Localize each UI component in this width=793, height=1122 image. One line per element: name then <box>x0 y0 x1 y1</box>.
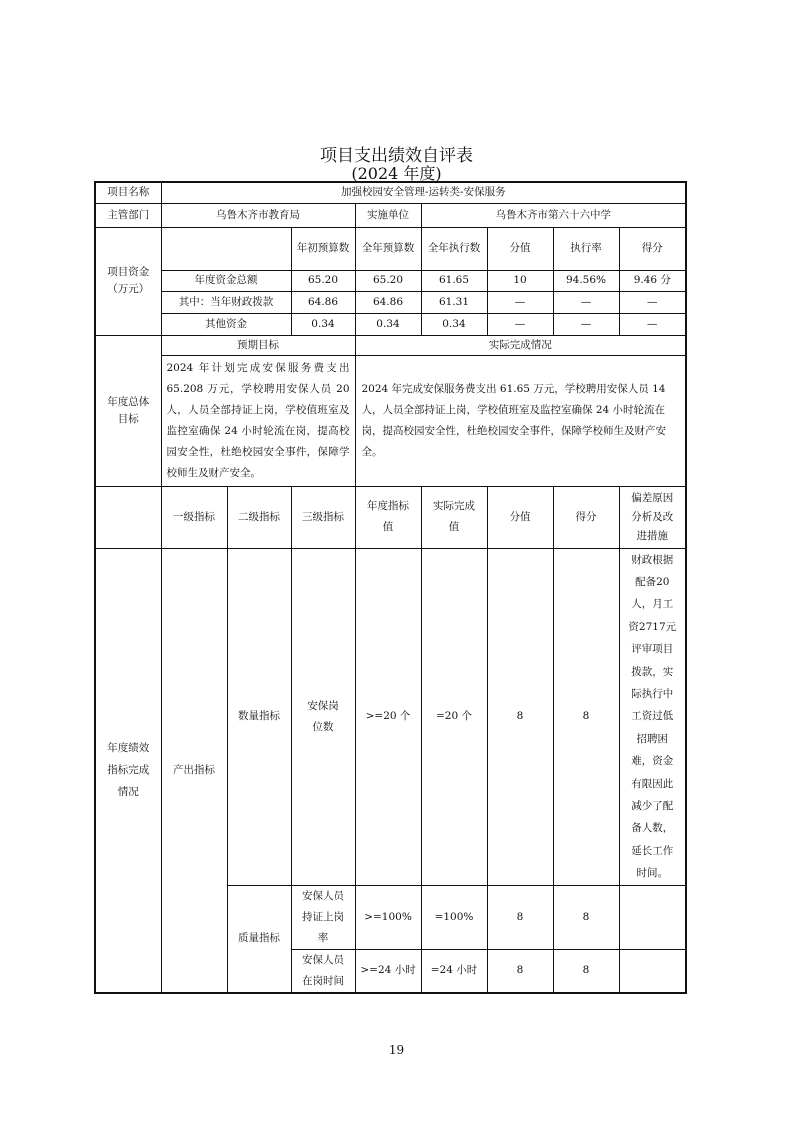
fund-name: 年度资金总额 <box>161 270 291 291</box>
header-full-exec: 全年执行数 <box>421 227 487 270</box>
label-project-name: 项目名称 <box>95 182 161 203</box>
quantity-value: 8 <box>487 548 553 885</box>
quality-score: 8 <box>553 949 619 993</box>
quantity-score: 8 <box>553 548 619 885</box>
fund-full-budget: 65.20 <box>355 270 421 291</box>
lvl3-quality: 安保人员持证上岗率 <box>291 885 355 949</box>
header-exec-rate: 执行率 <box>553 227 619 270</box>
funds-blank-header <box>161 227 291 270</box>
page-title: 项目支出绩效自评表 <box>320 146 473 166</box>
fund-value: — <box>487 291 553 313</box>
quantity-target: >=20 个 <box>355 548 421 885</box>
fund-full-budget: 0.34 <box>355 313 421 335</box>
fund-annual: 0.34 <box>291 313 355 335</box>
quantity-deviation: 财政根据配备20人，月工资2717元评审项目拨款，实际执行中工资过低招聘困难，资金有限因此减少了配备人数，延长工作时间。 <box>619 548 686 885</box>
fund-full-budget: 64.86 <box>355 291 421 313</box>
lvl3-quantity: 安保岗位数 <box>291 548 355 885</box>
label-perf-section: 年度绩效指标完成情况 <box>95 548 161 993</box>
quality-target: >=24 小时 <box>355 949 421 993</box>
indicator-header-blank <box>95 486 161 548</box>
header-lvl1: 一级指标 <box>161 486 227 548</box>
header-full-budget: 全年预算数 <box>355 227 421 270</box>
label-dept: 主管部门 <box>95 203 161 227</box>
label-actual-status: 实际完成情况 <box>355 335 686 355</box>
quality-deviation <box>619 949 686 993</box>
quality-target: >=100% <box>355 885 421 949</box>
expected-goal-text: 2024 年计划完成安保服务费支出 65.208 万元，学校聘用安保人员 20 人，人员全部持证上岗，学校值班室及监控室确保 24 小时轮流在岗，提高校园安全性，杜绝校园安全事件，保障学校师生及财产安全。 <box>161 355 355 486</box>
actual-status-text: 2024 年完成安保服务费支出 61.65 万元，学校聘用安保人员 14 人，人员全部持证上岗，学校值班室及监控室确保 24 小时轮流在岗，提高校园安全性，杜绝校园安全事件，保障学校师生及财产安全。 <box>355 355 686 486</box>
fund-value: — <box>487 313 553 335</box>
evaluation-table <box>94 181 687 994</box>
quality-actual: =24 小时 <box>421 949 487 993</box>
impl-unit-value: 乌鲁木齐市第六十六中学 <box>421 203 686 227</box>
quantity-actual: =20 个 <box>421 548 487 885</box>
label-funds: 项目资金 （万元） <box>95 227 161 335</box>
header-annual-target: 年度指标值 <box>355 486 421 548</box>
header-indicator-score: 得分 <box>553 486 619 548</box>
fund-annual: 64.86 <box>291 291 355 313</box>
header-score-value: 分值 <box>487 227 553 270</box>
fund-executed: 61.65 <box>421 270 487 291</box>
quality-score: 8 <box>553 885 619 949</box>
quality-deviation <box>619 885 686 949</box>
quality-actual: =100% <box>421 885 487 949</box>
header-annual-budget: 年初预算数 <box>291 227 355 270</box>
fund-name: 其中：当年财政拨款 <box>161 291 291 313</box>
quality-value: 8 <box>487 949 553 993</box>
quality-value: 8 <box>487 885 553 949</box>
label-goal-section: 年度总体目标 <box>95 335 161 486</box>
lvl1-output: 产出指标 <box>161 548 227 993</box>
header-lvl2: 二级指标 <box>227 486 291 548</box>
fund-score: — <box>619 291 686 313</box>
fund-annual: 65.20 <box>291 270 355 291</box>
fund-value: 10 <box>487 270 553 291</box>
fund-rate: — <box>553 313 619 335</box>
header-score: 得分 <box>619 227 686 270</box>
header-deviation: 偏差原因分析及改进措施 <box>619 486 686 548</box>
fund-name: 其他资金 <box>161 313 291 335</box>
header-actual-value: 实际完成值 <box>421 486 487 548</box>
header-lvl3: 三级指标 <box>291 486 355 548</box>
lvl2-quality: 质量指标 <box>227 885 291 993</box>
dept-value: 乌鲁木齐市教育局 <box>161 203 355 227</box>
fund-score: — <box>619 313 686 335</box>
project-name: 加强校园安全管理-运转类-安保服务 <box>161 182 686 203</box>
fund-score: 9.46 分 <box>619 270 686 291</box>
lvl3-quality: 安保人员在岗时间 <box>291 949 355 993</box>
page-number: 19 <box>388 1043 405 1057</box>
year-subtitle: (2024 年度) <box>351 164 442 183</box>
fund-rate: — <box>553 291 619 313</box>
fund-executed: 61.31 <box>421 291 487 313</box>
header-indicator-score-value: 分值 <box>487 486 553 548</box>
label-impl-unit: 实施单位 <box>355 203 421 227</box>
fund-executed: 0.34 <box>421 313 487 335</box>
label-expected-goal: 预期目标 <box>161 335 355 355</box>
lvl2-quantity: 数量指标 <box>227 548 291 885</box>
fund-rate: 94.56% <box>553 270 619 291</box>
